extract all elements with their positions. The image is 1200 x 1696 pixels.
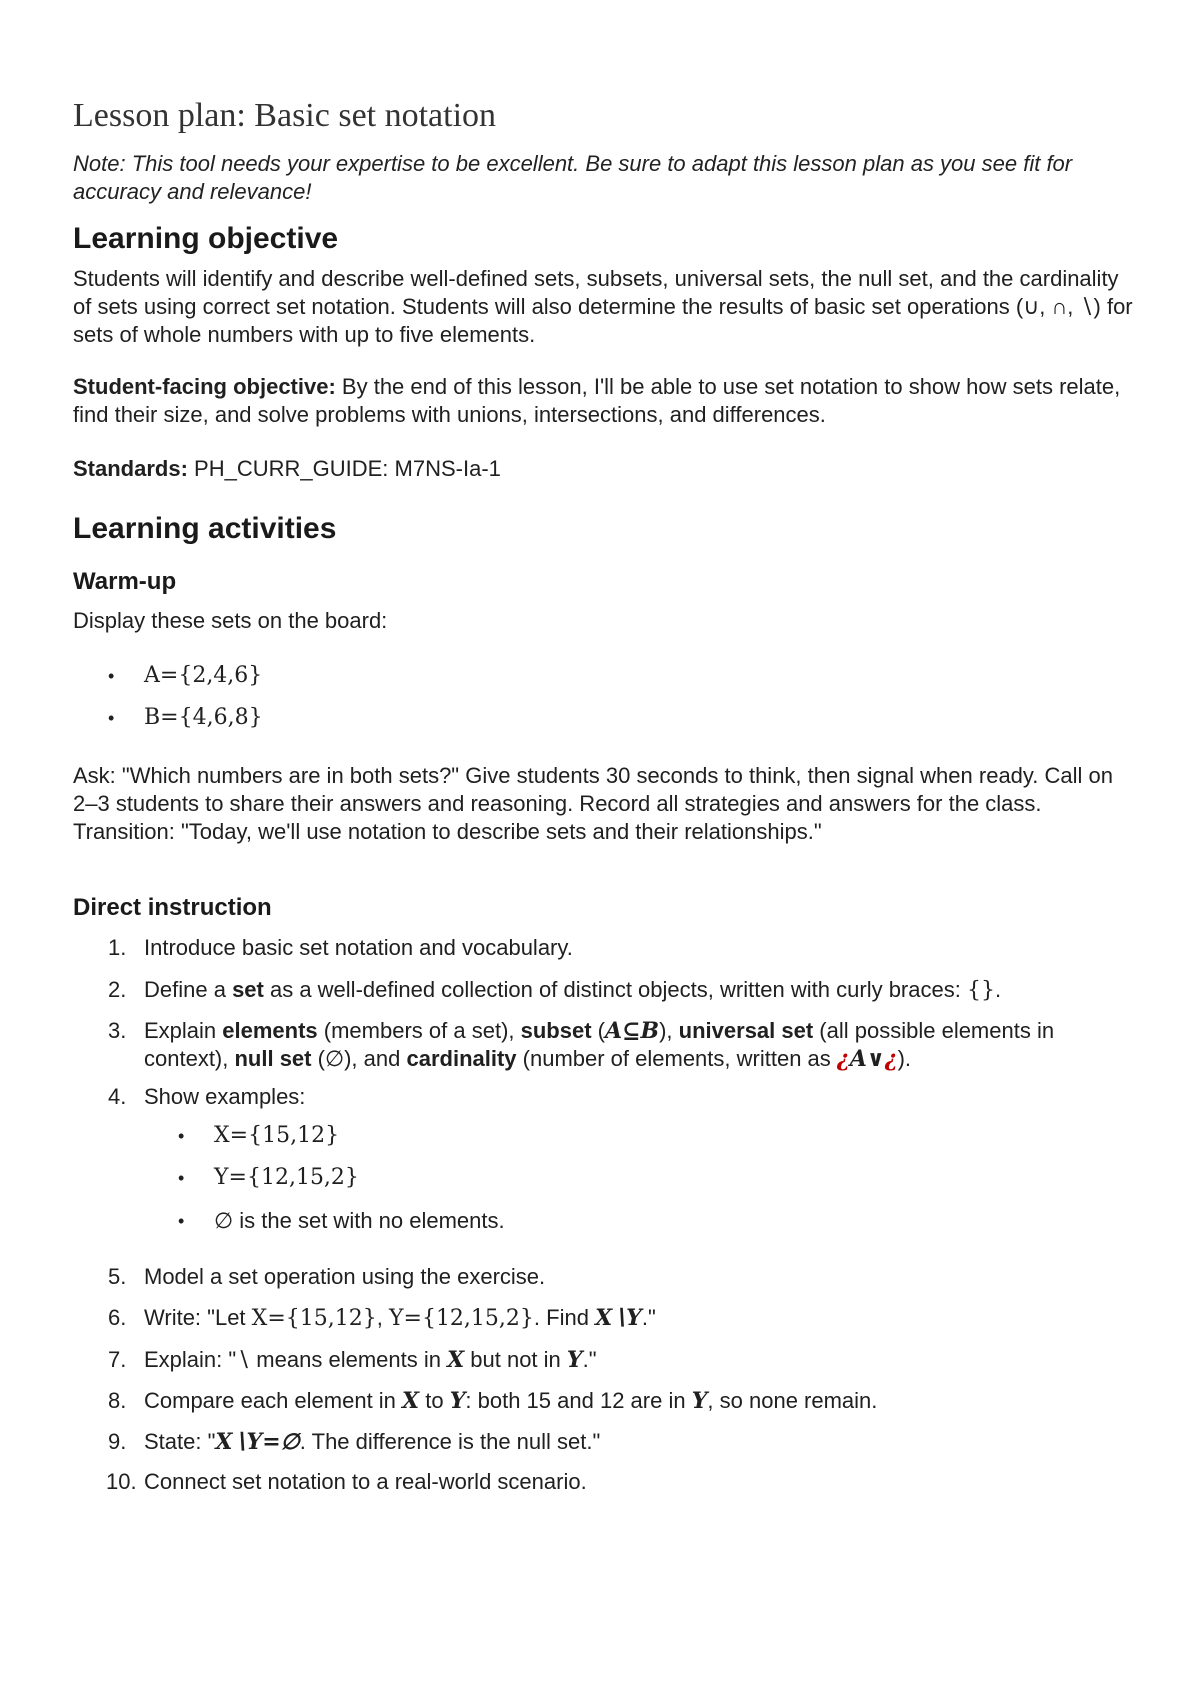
- direct-instruction-heading: Direct instruction: [73, 894, 272, 921]
- learning-objective-heading: Learning objective: [73, 222, 339, 255]
- standards-value: PH_CURR_GUIDE: M7NS-Ia-1: [194, 456, 501, 481]
- term-subset: subset: [520, 1018, 592, 1043]
- text-run: as a well-defined collection of distinct objects, written with curly braces:: [263, 977, 967, 1002]
- term-cardinality: cardinality: [406, 1046, 517, 1071]
- term-set: set: [232, 977, 264, 1002]
- step-number: 6.: [108, 1305, 127, 1330]
- text-run: . The difference is the null set.": [299, 1429, 601, 1454]
- step-number: 9.: [108, 1429, 127, 1454]
- curly-braces-math: {}: [966, 978, 995, 1003]
- var-y: Y: [691, 1388, 708, 1414]
- step-text: Model a set operation using the exercise.: [144, 1264, 546, 1289]
- step-number: 8.: [108, 1388, 127, 1413]
- step-number: 5.: [108, 1264, 127, 1289]
- text-run: .": [582, 1347, 597, 1372]
- standards-label: Standards:: [73, 456, 188, 481]
- term-universal-set: universal set: [678, 1018, 814, 1043]
- student-objective-text: By the end of this lesson, I'll be able to use set notation to show how sets relate, find their size, and solve problems with unions, intersections, and differences.: [73, 374, 1121, 427]
- var-x: X: [447, 1347, 465, 1373]
- warm-up-heading: Warm-up: [73, 568, 177, 595]
- text-run: Explain: [144, 1018, 223, 1043]
- warm-up-ask: Ask: "Which numbers are in both sets?" Give students 30 seconds to think, then signal when ready. Call on 2–3 students to share their answers and reasoning. Record all strategies and answers for the class. Transition: "Today, we'll use notation to describe sets and their relationships.": [73, 763, 1113, 844]
- learning-objective-text: Students will identify and describe well-defined sets, subsets, universal sets, the null set, and the cardinality of sets using correct set notation. Students will also determine the results of basic set operations (∪, ∩, ∖) for sets of whole numbers with up to five elements.: [73, 266, 1133, 347]
- var-y: Y: [449, 1388, 466, 1414]
- text-run: State: ": [144, 1429, 216, 1454]
- standards-line: [73, 455, 1133, 483]
- text-run: Explain: "∖ means elements in: [144, 1347, 448, 1372]
- text-run: ),: [659, 1018, 679, 1043]
- student-facing-objective: [73, 373, 1133, 429]
- step-number: 3.: [108, 1018, 127, 1043]
- text-run: (all possible elements in context),: [144, 1018, 1055, 1071]
- step-text: [144, 1346, 1134, 1374]
- step-text: [144, 1017, 1134, 1073]
- step-text: [144, 1428, 1134, 1456]
- null-set-example: ∅ is the set with no elements.: [214, 1208, 505, 1233]
- subset-math: A⊆B: [605, 1018, 660, 1044]
- example-set-y: Y={12,15,2}: [214, 1165, 359, 1190]
- set-a: A={2,4,6}: [144, 663, 263, 688]
- var-y: Y: [566, 1347, 583, 1373]
- step-number: 2.: [108, 977, 127, 1002]
- example-set-x: X={15,12}: [214, 1123, 340, 1148]
- step-text: [144, 976, 1134, 1005]
- page-title: Lesson plan: Basic set notation: [73, 97, 497, 134]
- cardinality-math: A∨: [849, 1046, 885, 1072]
- set-b: B={4,6,8}: [144, 705, 263, 730]
- student-objective-label: Student-facing objective:: [73, 374, 336, 399]
- text-run: .: [994, 977, 1002, 1002]
- step-number: 4.: [108, 1084, 127, 1109]
- step-text: Show examples:: [144, 1084, 306, 1109]
- text-run: : both 15 and 12 are in: [465, 1388, 692, 1413]
- step-number: 7.: [108, 1347, 127, 1372]
- step-text: [144, 1387, 1134, 1415]
- term-null-set: null set: [234, 1046, 312, 1071]
- text-run: to: [419, 1388, 450, 1413]
- step-text: Introduce basic set notation and vocabulary.: [144, 935, 573, 960]
- step-text: [144, 1304, 1134, 1333]
- difference-result-math: X∖Y=∅: [215, 1429, 300, 1455]
- term-elements: elements: [222, 1018, 318, 1043]
- bullet-icon: •: [178, 1168, 185, 1188]
- text-run: . Find: [533, 1305, 596, 1330]
- set-x-math: X={15,12}: [251, 1306, 377, 1331]
- set-y-math: Y={12,15,2}: [388, 1306, 534, 1331]
- bullet-icon: •: [108, 666, 115, 686]
- cardinality-math-error-left: ¿: [836, 1046, 850, 1072]
- difference-math: X∖Y: [595, 1305, 642, 1331]
- adaptation-note: Note: This tool needs your expertise to be excellent. Be sure to adapt this lesson plan as you see fit for accuracy and relevance!: [73, 151, 1073, 204]
- text-run: (∅), and: [311, 1046, 407, 1071]
- warm-up-intro: Display these sets on the board:: [73, 608, 388, 633]
- text-run: (members of a set),: [317, 1018, 521, 1043]
- step-number: 10.: [106, 1469, 137, 1494]
- text-run: , so none remain.: [707, 1388, 878, 1413]
- bullet-icon: •: [178, 1126, 185, 1146]
- bullet-icon: •: [108, 708, 115, 728]
- bullet-icon: •: [178, 1211, 185, 1231]
- text-run: Write: "Let: [144, 1305, 252, 1330]
- learning-activities-heading: Learning activities: [73, 512, 337, 545]
- text-run: ).: [897, 1046, 912, 1071]
- step-text: Connect set notation to a real-world scenario.: [144, 1469, 587, 1494]
- text-run: .": [641, 1305, 656, 1330]
- step-number: 1.: [108, 935, 127, 960]
- var-x: X: [402, 1388, 420, 1414]
- text-run: but not in: [464, 1347, 567, 1372]
- text-run: ,: [376, 1305, 389, 1330]
- text-run: Define a: [144, 977, 233, 1002]
- text-run: (number of elements, written as: [516, 1046, 837, 1071]
- text-run: Compare each element in: [144, 1388, 403, 1413]
- cardinality-math-error-right: ¿: [884, 1046, 898, 1072]
- text-run: (: [591, 1018, 605, 1043]
